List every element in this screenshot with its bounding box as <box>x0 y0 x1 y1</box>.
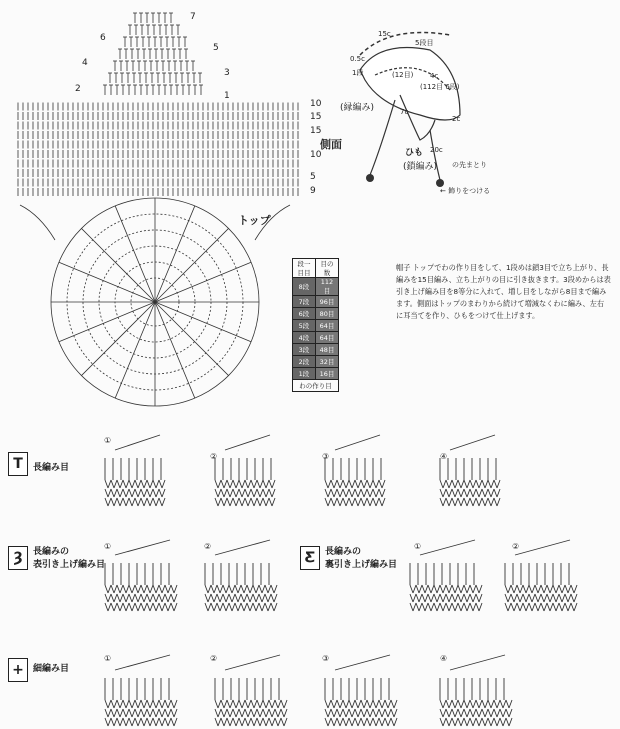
table-row: 1段 16目 <box>293 368 339 380</box>
hat-measure-15c: 15c <box>378 30 391 38</box>
step-num: ③ <box>322 654 330 663</box>
himo-label: ひも <box>405 148 424 158</box>
step-num: ④ <box>440 654 448 663</box>
hat-label-edge: (縁編み) <box>340 103 375 113</box>
side-row-15b: 15 <box>310 126 322 136</box>
step-num: ③ <box>322 452 330 461</box>
side-row-5: 5 <box>310 172 316 182</box>
himo-sub: (鎖編み) <box>403 162 438 172</box>
fp-stitch-name: 長編みの 表引き上げ編み目 <box>33 547 106 570</box>
hat-label-12: (12目) <box>392 71 414 79</box>
table-row: 6段 80目 <box>293 308 339 320</box>
knot-note: ← 飾りをつける <box>440 187 491 195</box>
step-num: ② <box>512 542 520 551</box>
table-row: 7段 96目 <box>293 296 339 308</box>
top-spokes <box>51 198 259 406</box>
himo-note: の先まとり <box>452 161 487 169</box>
bp-stitch-symbol: Ƹ <box>300 546 320 570</box>
row-num-3: 3 <box>224 68 230 78</box>
step-num: ④ <box>440 452 448 461</box>
rows-table-footer: わの作り目 <box>293 380 339 392</box>
side-row-10: 10 <box>310 99 322 109</box>
crochet-chart <box>0 0 330 420</box>
fp-stitch-symbol: Ȝ <box>8 546 28 570</box>
step-illustrations <box>0 430 620 729</box>
sc-stitch-name: 細編み目 <box>33 664 70 674</box>
row-num-4: 4 <box>82 58 88 68</box>
table-row: 5段 64目 <box>293 320 339 332</box>
side-band-stitches <box>18 103 298 197</box>
tr-stitch-name: 長編み目 <box>33 463 70 473</box>
hat-sketch <box>340 20 490 210</box>
table-row: 3段 48目 <box>293 344 339 356</box>
row-num-6: 6 <box>100 33 106 43</box>
hat-label-4: 4c <box>430 72 439 80</box>
hat-label-7: 7c <box>400 108 409 116</box>
rows-table-header: 段一目目 目の数 <box>293 259 339 278</box>
row-num-2: 2 <box>75 84 81 94</box>
hat-label-side: (112目 6段) <box>420 83 460 91</box>
row-num-7: 7 <box>190 12 196 22</box>
side-label: 側面 <box>320 138 342 151</box>
step-num: ② <box>204 542 212 551</box>
step-num: ① <box>104 654 112 663</box>
tr-stitch-symbol: T <box>8 452 28 476</box>
hat-label-2: 2c <box>452 115 461 123</box>
step-num: ① <box>414 542 422 551</box>
row-num-5: 5 <box>213 43 219 53</box>
step-num: ① <box>104 436 112 445</box>
sc-stitch-symbol: + <box>8 658 28 682</box>
side-row-10b: 10 <box>310 150 322 160</box>
side-row-15: 15 <box>310 112 322 122</box>
row-num-1: 1 <box>224 91 230 101</box>
step-num: ② <box>210 452 218 461</box>
side-row-9: 9 <box>310 186 316 196</box>
top-label: トップ <box>238 214 271 227</box>
earflap-stitches <box>103 13 203 95</box>
table-row: 4段 64目 <box>293 332 339 344</box>
step-num: ① <box>104 542 112 551</box>
hat-measure-05c: 0.5c <box>350 55 365 63</box>
bp-stitch-name: 長編みの 裏引き上げ編み目 <box>325 547 398 570</box>
instructions-text: 帽子 トップでわの作り目をして、1段めは鎖3目で立ち上がり、長編みを15目編み、立ち上がりの目に引き抜きます。3段めからは表引き上げ編み目を8等分に入れて、増し目をしながら8目まで編みます。側面はトップのまわりから続けて増減なくわに編み、左右に耳当てを作り、ひもをつけて仕上げます。 <box>396 263 611 320</box>
hat-label-1row: 1段 <box>352 69 364 77</box>
table-row: 8段 112目 <box>293 278 339 296</box>
table-row: 2段 32目 <box>293 356 339 368</box>
himo-length: 20c <box>430 146 443 154</box>
step-num: ② <box>210 654 218 663</box>
hat-label-5row: 5段目 <box>415 39 434 47</box>
rows-table <box>292 258 339 392</box>
